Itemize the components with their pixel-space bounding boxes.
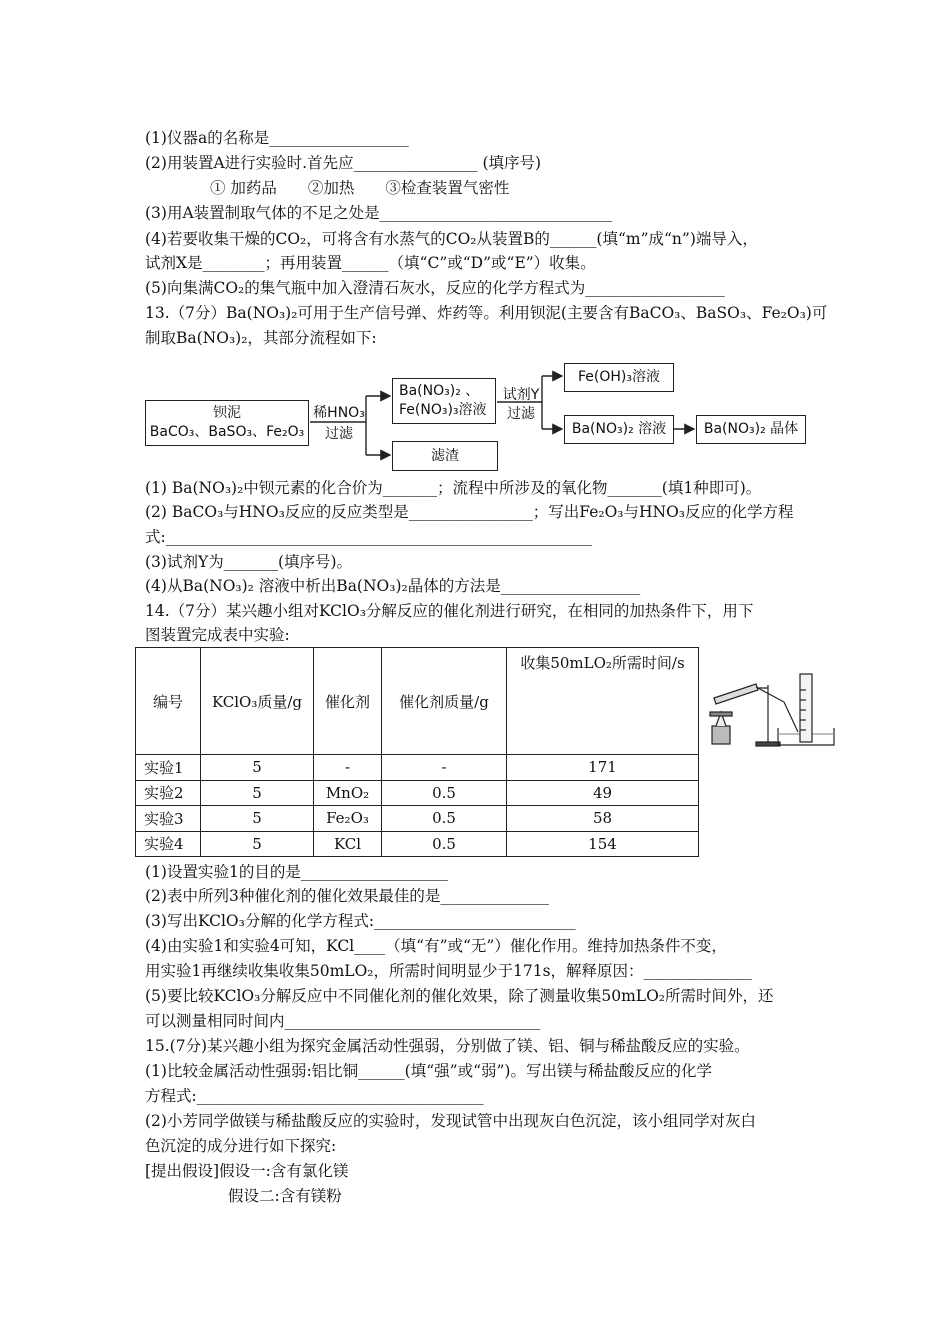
q13-line-5: (4)从Ba(NO₃)₂ 溶液中析出Ba(NO₃)₂晶体的方法是__________________ — [145, 577, 641, 595]
q14-line-7: 可以测量相同时间内_________________________________ — [145, 1012, 541, 1030]
table-row — [136, 755, 699, 781]
q15-line-7: 假设二:含有镁粉 — [228, 1187, 342, 1205]
flow-box-barium-mud-title: 钡泥 — [213, 405, 241, 421]
q13-intro-2: 制取Ba(NO₃)₂，其部分流程如下: — [145, 329, 377, 347]
q15-line-3: 方程式:_____________________________________ — [145, 1087, 484, 1105]
row-3-time: 58 — [507, 806, 699, 832]
header-kclo3-mass: KClO₃质量/g — [201, 648, 314, 755]
flow-arrow2-top-label: 试剂Y — [502, 387, 540, 403]
table-row — [136, 806, 699, 832]
flow-arrow1-top-label: 稀HNO₃ — [313, 405, 365, 421]
row-4-mass: 5 — [201, 831, 314, 857]
flow-box-barium-mud — [145, 400, 309, 446]
q14-line-3: (3)写出KClO₃分解的化学方程式:__________________________ — [145, 912, 576, 930]
row-4-id: 实验4 — [136, 831, 201, 857]
q15-line-4: (2)小芳同学做镁与稀盐酸反应的实验时，发现试管中出现灰白色沉淀，该小组同学对灰白 — [145, 1112, 756, 1130]
row-2-catalyst-mass: 0.5 — [382, 780, 507, 806]
header-catalyst-mass: 催化剂质量/g — [382, 648, 507, 755]
flow-arrow2-bottom-label: 过滤 — [507, 406, 535, 422]
table-row — [136, 780, 699, 806]
experiment-table — [135, 647, 699, 857]
q13-line-3: 式:_______________________________________________________ — [145, 528, 592, 546]
header-id: 编号 — [136, 648, 201, 755]
row-3-catalyst-mass: 0.5 — [382, 806, 507, 832]
row-1-catalyst-mass: - — [382, 755, 507, 781]
row-3-id: 实验3 — [136, 806, 201, 832]
q14-line-4: (4)由实验1和实验4可知，KCl____（填“有”或“无”）催化作用。维持加热条件不变， — [145, 937, 727, 955]
q12-line-6: (5)向集满CO₂的集气瓶中加入澄清石灰水，反应的化学方程式为__________________ — [145, 279, 725, 297]
flow-box-barium-nitrate-crystal: Ba(NO₃)₂ 晶体 — [696, 415, 806, 444]
row-4-catalyst: KCl — [314, 831, 382, 857]
table-header-row — [136, 648, 699, 755]
row-2-time: 49 — [507, 780, 699, 806]
q12-options: ① 加药品 ②加热 ③检查装置气密性 — [210, 179, 510, 197]
q15-line-5: 色沉淀的成分进行如下探究: — [145, 1137, 337, 1155]
q14-line-1: (1)设置实验1的目的是___________________ — [145, 863, 449, 881]
apparatus-illustration — [706, 660, 836, 750]
header-time: 收集50mLO₂所需时间/s — [507, 648, 699, 755]
q13-line-4: (3)试剂Y为_______(填序号)。 — [145, 553, 353, 571]
q13-line-2: (2) BaCO₃与HNO₃反应的反应类型是________________；写出Fe₂O₃与HNO₃反应的化学方程 — [145, 503, 794, 521]
q12-line-1: (1)仪器a的名称是__________________ — [145, 129, 409, 147]
q12-line-4: (4)若要收集干燥的CO₂，可将含有水蒸气的CO₂从装置B的______(填“m”成“n”)端导入， — [145, 230, 758, 248]
q15-line-1: 15.(7分)某兴趣小组为探究金属活动性强弱，分别做了镁、铝、铜与稀盐酸反应的实验。 — [145, 1037, 750, 1055]
q12-line-2: (2)用装置A进行实验时.首先应________________ (填序号) — [145, 154, 542, 172]
flow-arrow1-bottom-label: 过滤 — [325, 426, 353, 442]
row-2-catalyst: MnO₂ — [314, 780, 382, 806]
row-2-id: 实验2 — [136, 780, 201, 806]
flow-box-nitrate-line-1: Ba(NO₃)₂ 、 — [399, 383, 480, 399]
q13-line-1: (1) Ba(NO₃)₂中钡元素的化合价为_______；流程中所涉及的氧化物_______(填1种即可)。 — [145, 479, 762, 497]
row-3-catalyst: Fe₂O₃ — [314, 806, 382, 832]
row-1-id: 实验1 — [136, 755, 201, 781]
row-1-mass: 5 — [201, 755, 314, 781]
q14-intro-1: 14.（7分）某兴趣小组对KClO₃分解反应的催化剂进行研究，在相同的加热条件下，用下 — [145, 602, 754, 620]
row-1-catalyst: - — [314, 755, 382, 781]
row-3-mass: 5 — [201, 806, 314, 832]
q15-line-2: (1)比较金属活动性强弱:铝比铜______(填“强”或“弱”)。写出镁与稀盐酸反应的化学 — [145, 1062, 712, 1080]
table-row — [136, 831, 699, 857]
flow-box-iron-hydroxide: Fe(OH)₃溶液 — [564, 363, 674, 392]
flow-box-nitrate-line-2: Fe(NO₃)₃溶液 — [399, 402, 487, 418]
header-catalyst: 催化剂 — [314, 648, 382, 755]
row-4-time: 154 — [507, 831, 699, 857]
q13-intro-1: 13.（7分）Ba(NO₃)₂可用于生产信号弹、炸药等。利用钡泥(主要含有BaCO₃、BaSO₃、Fe₂O₃)可 — [145, 304, 828, 322]
q15-line-6: [提出假设]假设一:含有氯化镁 — [145, 1162, 349, 1180]
q14-line-2: (2)表中所列3种催化剂的催化效果最佳的是______________ — [145, 887, 549, 905]
row-1-time: 171 — [507, 755, 699, 781]
q14-line-6: (5)要比较KClO₃分解反应中不同催化剂的催化效果，除了测量收集50mLO₂所需时间外，还 — [145, 987, 774, 1005]
row-2-mass: 5 — [201, 780, 314, 806]
q12-line-5: 试剂X是________；再用装置______（填“C”或“D”或“E”）收集。 — [145, 254, 596, 272]
q12-line-3: (3)用A装置制取气体的不足之处是______________________________ — [145, 204, 613, 222]
row-4-catalyst-mass: 0.5 — [382, 831, 507, 857]
q14-intro-2: 图装置完成表中实验: — [145, 626, 290, 644]
flow-box-filter-residue: 滤渣 — [392, 441, 498, 471]
flow-box-nitrate-solution — [392, 378, 496, 424]
flow-box-barium-mud-components: BaCO₃、BaSO₃、Fe₂O₃ — [149, 424, 305, 440]
flow-box-barium-nitrate-solution: Ba(NO₃)₂ 溶液 — [564, 415, 674, 444]
q14-line-5: 用实验1再继续收集收集50mLO₂，所需时间明显少于171s，解释原因：______________ — [145, 962, 753, 980]
